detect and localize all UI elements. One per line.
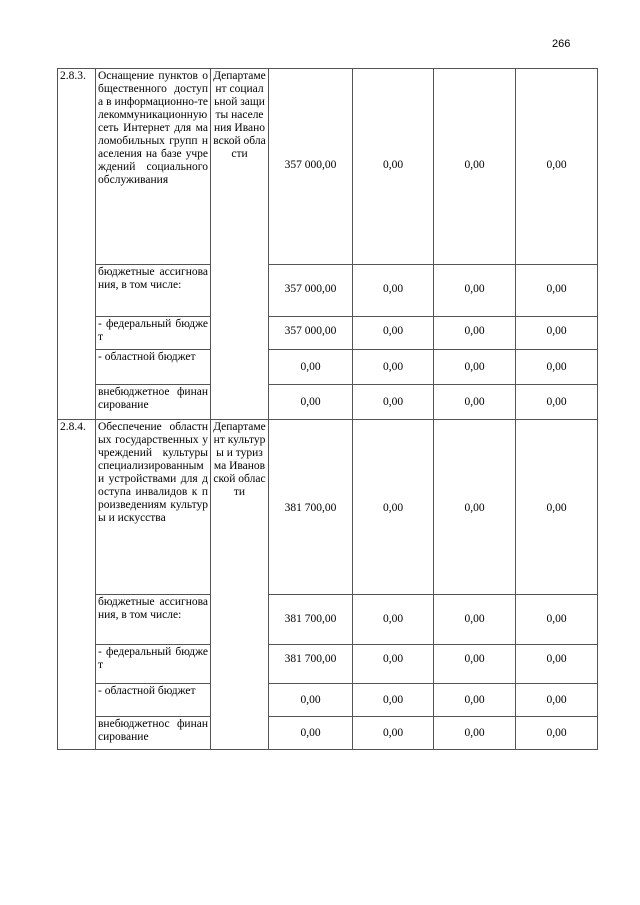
value-cell: 0,00 xyxy=(353,317,434,350)
table-row xyxy=(58,684,598,717)
row-label: - областной бюджет xyxy=(96,684,211,717)
value-cell: 0,00 xyxy=(516,645,598,684)
value-cell: 0,00 xyxy=(434,350,516,385)
value-cell: 0,00 xyxy=(434,645,516,684)
value-cell: 0,00 xyxy=(353,645,434,684)
table-row xyxy=(58,265,598,317)
section-number: 2.8.3. xyxy=(58,69,96,420)
table-row xyxy=(58,317,598,350)
value-cell: 0,00 xyxy=(353,420,434,595)
value-cell: 0,00 xyxy=(269,350,353,385)
department-cell: Департамент социальной защиты населения Ивановской области xyxy=(211,69,269,420)
value-cell: 357 000,00 xyxy=(269,69,353,265)
value-cell: 381 700,00 xyxy=(269,645,353,684)
value-cell: 0,00 xyxy=(434,69,516,265)
value-cell: 0,00 xyxy=(516,350,598,385)
table-row xyxy=(58,350,598,385)
value-cell: 0,00 xyxy=(353,350,434,385)
row-label: Оснащение пунктов общественного доступа в информационно-телекоммуникационную сеть Интернет для маломобильных групп населения на базе учреждений социального обслуживания xyxy=(96,69,211,265)
row-label: бюджетные ассигнования, в том числе: xyxy=(96,265,211,317)
value-cell: 0,00 xyxy=(516,69,598,265)
value-cell: 0,00 xyxy=(434,420,516,595)
value-cell: 0,00 xyxy=(516,684,598,717)
row-label: Обеспечение областных государственных учреждений культуры специализированными устройствами для доступа инвалидов к произведениям культуры и искусства xyxy=(96,420,211,595)
budget-table xyxy=(57,68,598,750)
value-cell: 0,00 xyxy=(516,265,598,317)
value-cell: 0,00 xyxy=(434,684,516,717)
value-cell: 0,00 xyxy=(353,69,434,265)
table-row xyxy=(58,645,598,684)
value-cell: 0,00 xyxy=(353,385,434,420)
table-row xyxy=(58,595,598,645)
value-cell: 0,00 xyxy=(353,717,434,750)
value-cell: 0,00 xyxy=(516,595,598,645)
table-row xyxy=(58,717,598,750)
value-cell: 0,00 xyxy=(516,385,598,420)
table-row xyxy=(58,420,598,595)
value-cell: 0,00 xyxy=(353,595,434,645)
value-cell: 0,00 xyxy=(434,717,516,750)
value-cell: 381 700,00 xyxy=(269,420,353,595)
value-cell: 0,00 xyxy=(434,385,516,420)
value-cell: 381 700,00 xyxy=(269,595,353,645)
table-row xyxy=(58,385,598,420)
value-cell: 0,00 xyxy=(516,717,598,750)
value-cell: 0,00 xyxy=(516,420,598,595)
value-cell: 0,00 xyxy=(516,317,598,350)
value-cell: 357 000,00 xyxy=(269,317,353,350)
value-cell: 0,00 xyxy=(353,684,434,717)
value-cell: 0,00 xyxy=(269,385,353,420)
value-cell: 357 000,00 xyxy=(269,265,353,317)
value-cell: 0,00 xyxy=(434,317,516,350)
row-label: внебюджетнос финансирование xyxy=(96,717,211,750)
table-row xyxy=(58,69,598,265)
value-cell: 0,00 xyxy=(269,684,353,717)
value-cell: 0,00 xyxy=(434,265,516,317)
row-label: внебюджетное финансирование xyxy=(96,385,211,420)
row-label: - федеральный бюджет xyxy=(96,645,211,684)
row-label: бюджетные ассигнования, в том числе: xyxy=(96,595,211,645)
row-label: - областной бюджет xyxy=(96,350,211,385)
value-cell: 0,00 xyxy=(353,265,434,317)
page-number: 266 xyxy=(552,38,571,50)
value-cell: 0,00 xyxy=(269,717,353,750)
section-number: 2.8.4. xyxy=(58,420,96,750)
value-cell: 0,00 xyxy=(434,595,516,645)
row-label: - федеральный бюджет xyxy=(96,317,211,350)
department-cell: Департамент культуры и туризма Ивановской области xyxy=(211,420,269,750)
